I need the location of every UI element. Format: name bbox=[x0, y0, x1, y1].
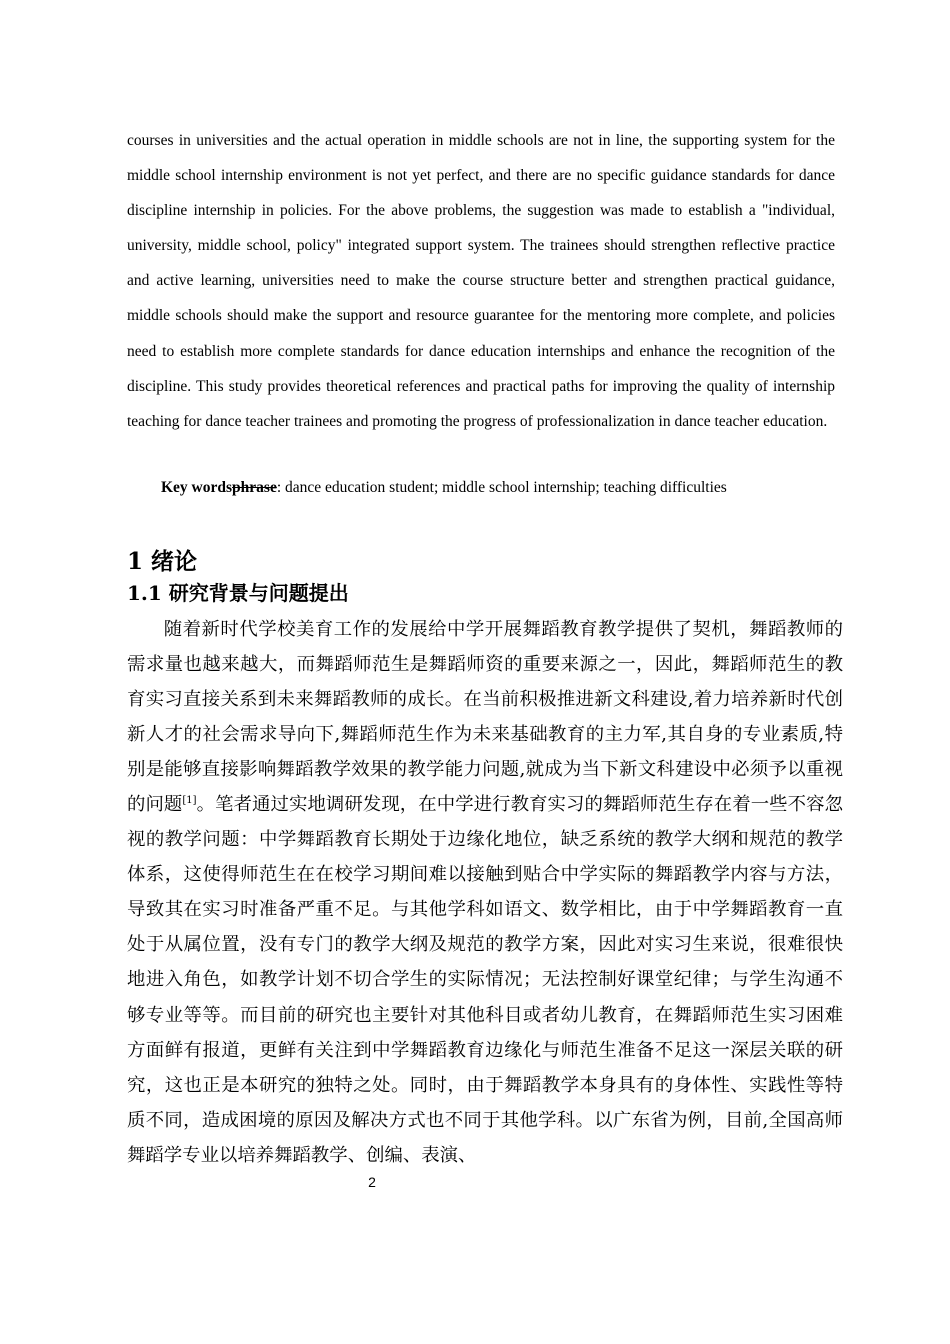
keywords-value: dance education student; middle school internship; teaching difficulties bbox=[281, 479, 727, 496]
subsection-heading: 1.1 研究背景与问题提出 bbox=[127, 581, 349, 605]
keywords-struck-text: phrase bbox=[232, 479, 277, 496]
body-text-part1: 随着新时代学校美育工作的发展给中学开展舞蹈教育教学提供了契机，舞蹈教师的需求量也越来越大，而舞蹈师范生是舞蹈师资的重要来源之一，因此，舞蹈师范生的教育实习直接关系到未来舞蹈教师的成长。在当前积极推进新文科建设,着力培养新时代创新人才的社会需求导向下,舞蹈师范生作为未来基础教育的主力军,其自身的专业素质,特别是能够直接影响舞蹈教学效果的教学能力问题,就成为当下新文科建设中必须予以重视的问题 bbox=[127, 619, 843, 816]
body-paragraph bbox=[127, 612, 843, 1173]
page-number: 2 bbox=[368, 1174, 376, 1190]
keywords-line bbox=[161, 474, 841, 502]
abstract-paragraph bbox=[127, 123, 835, 439]
section-heading: 1 绪论 bbox=[127, 548, 198, 575]
abstract-text: courses in universities and the actual operation in middle schools are not in line, the supporting system for the middle school internship environment is not yet perfect, and there are no specific guidance standards for dance discipline internship in policies. For the above problems, the suggestion was made to establish a "individual, university, middle school, policy" integrated support system. The trainees should strengthen reflective practice and active learning, universities need to make the course structure better and strengthen practical guidance, middle schools should make the support and resource guarantee for the mentoring more complete, and policies need to establish more complete standards for dance education internships and enhance the recognition of the discipline. This study provides theoretical references and practical paths for improving the quality of internship teaching for dance teacher trainees and promoting the progress of professionalization in dance teacher education. bbox=[127, 132, 835, 430]
body-paragraph-block bbox=[127, 612, 843, 1173]
body-text-part2: 。笔者通过实地调研发现，在中学进行教育实习的舞蹈师范生存在着一些不容忽视的教学问题：中学舞蹈教育长期处于边缘化地位，缺乏系统的教学大纲和规范的教学体系，这使得师范生在在校学习期间难以接触到贴合中学实际的舞蹈教学内容与方法，导致其在实习时准备严重不足。与其他学科如语文、数学相比，由于中学舞蹈教育一直处于从属位置，没有专门的教学大纲及规范的教学方案，因此对实习生来说，很难很快地进入角色，如教学计划不切合学生的实际情况；无法控制好课堂纪律；与学生沟通不够专业等等。而目前的研究也主要针对其他科目或者幼儿教育，在舞蹈师范生实习困难方面鲜有报道，更鲜有关注到中学舞蹈教育边缘化与师范生准备不足这一深层关联的研究，这也正是本研究的独特之处。同时，由于舞蹈教学本身具有的身体性、实践性等特质不同，造成困境的原因及解决方式也不同于其他学科。以广东省为例，目前,全国高师舞蹈学专业以培养舞蹈教学、创编、表演、 bbox=[127, 794, 843, 1166]
keywords-label: Key words bbox=[161, 479, 233, 496]
citation-reference[interactable]: [1] bbox=[182, 795, 197, 807]
keywords-separator: : bbox=[276, 479, 282, 496]
